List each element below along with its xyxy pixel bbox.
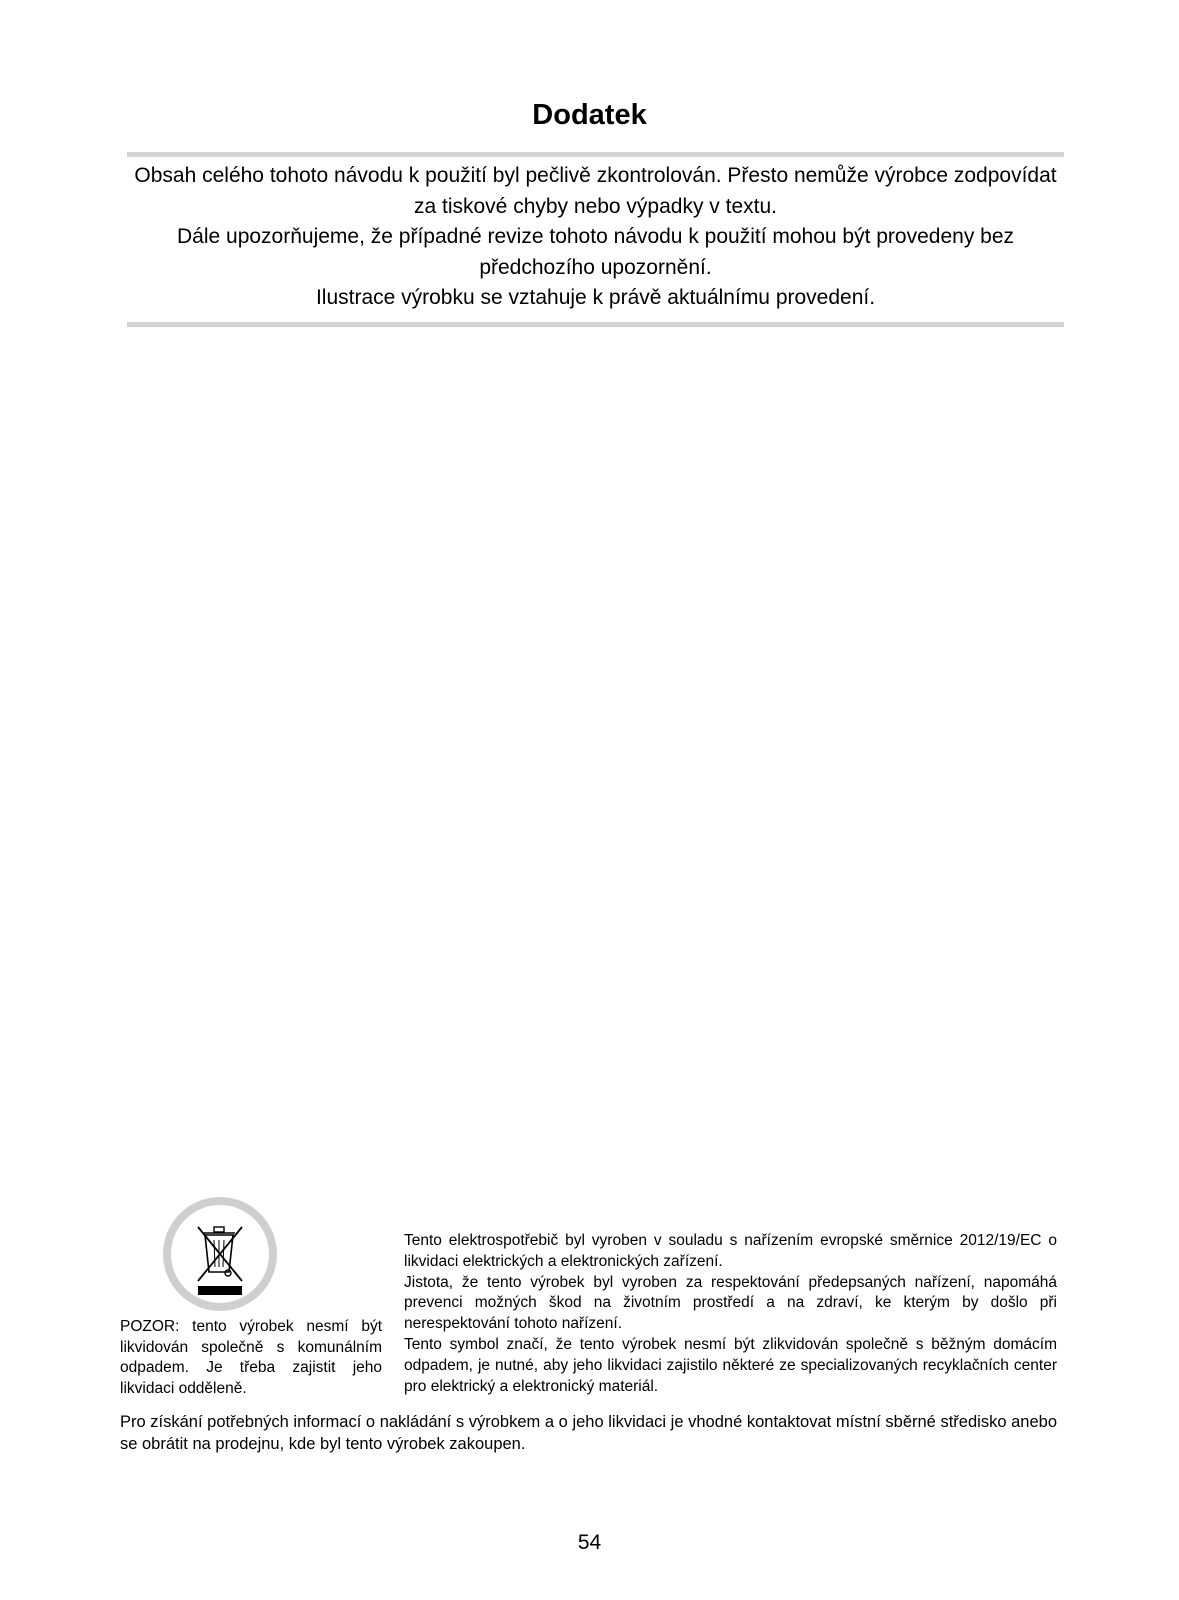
directive-paragraph: Jistota, že tento výrobek byl vyroben za respektování předepsaných nařízení, napomáhá prevenci možných škod na životním prostředí a na zdraví, ke kterým by došlo při nerespektování tohoto nařízení. bbox=[404, 1273, 1057, 1333]
top-divider bbox=[127, 152, 1064, 157]
page-title: Dodatek bbox=[532, 99, 647, 131]
directive-text bbox=[404, 1231, 1057, 1397]
bottom-divider bbox=[127, 322, 1064, 327]
page-number: 54 bbox=[577, 1531, 602, 1554]
notice-paragraph: Obsah celého tohoto návodu k použití byl pečlivě zkontrolován. Přesto nemůže výrobce zodpovídat za tiskové chyby nebo výpadky v textu. bbox=[134, 164, 1057, 218]
manual-notice bbox=[127, 161, 1064, 314]
notice-paragraph: Ilustrace výrobku se vztahuje k právě aktuálnímu provedení. bbox=[315, 286, 876, 309]
notice-paragraph: Dále upozorňujeme, že případné revize tohoto návodu k použití mohou být provedeny bez předchozího upozornění. bbox=[176, 225, 1015, 279]
contact-info: Pro získání potřebných informací o nakládání s výrobkem a o jeho likvidaci je vhodné kontaktovat místní sběrné středisko anebo se obrátit na prodejnu, kde byl tento výrobek zakoupen. bbox=[120, 1413, 1057, 1453]
directive-paragraph: Tento elektrospotřebič byl vyroben v souladu s nařízením evropské směrnice 2012/19/EC o likvidaci elektrických a elektronických zařízení. bbox=[404, 1232, 1057, 1270]
crossed-out-wheelie-bin-icon bbox=[162, 1196, 278, 1312]
directive-paragraph: Tento symbol značí, že tento výrobek nesmí být zlikvidován společně s běžným domácím odpadem, je nutné, aby jeho likvidaci zajistilo některé ze specializovaných recyklačních center pro elektrický a elektronický materiál. bbox=[404, 1335, 1057, 1395]
disposal-warning: POZOR: tento výrobek nesmí být likvidován společně s komunálním odpadem. Je třeba zajistit jeho likvidaci odděleně. bbox=[120, 1318, 382, 1397]
